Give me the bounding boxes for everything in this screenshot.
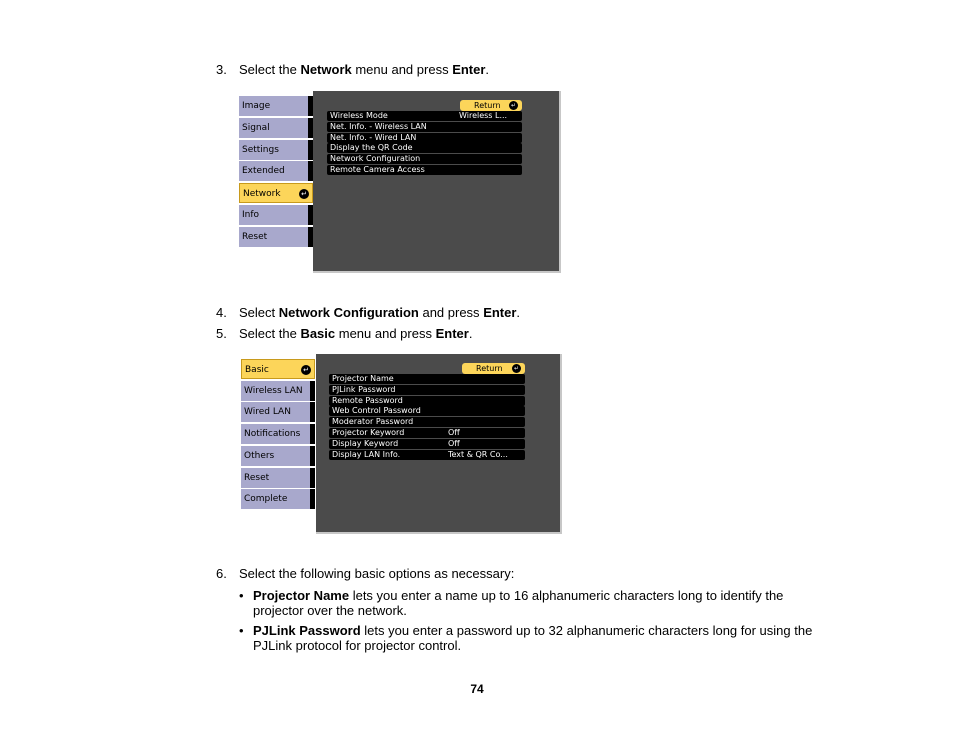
menu-tab-label: Basic [245, 365, 269, 375]
bullet-mark: • [239, 588, 244, 603]
bold-term: Enter [483, 305, 517, 320]
step-text: and press [418, 305, 484, 320]
menu-row-moderator-password[interactable] [329, 417, 525, 427]
return-button[interactable] [462, 363, 525, 374]
bold-term: Enter [435, 326, 469, 341]
menu-row-label: Remote Password [332, 395, 403, 405]
enter-icon: ↵ [299, 189, 309, 199]
menu-row-display-lan-info-[interactable] [329, 450, 525, 460]
menu-row-net-info-wired-lan[interactable] [327, 133, 522, 143]
bold-term: Enter [452, 62, 486, 77]
menu-tab-complete[interactable] [241, 489, 315, 509]
menu-tab-label: Settings [242, 144, 279, 155]
bullet-text: lets you enter a password up to 32 alphanumeric characters long for using the PJLink protocol for projector control. [253, 623, 813, 653]
enter-icon: ↵ [301, 365, 311, 375]
step-text: Select the [239, 326, 301, 341]
menu-tab-basic[interactable] [241, 359, 315, 379]
return-label: Return [474, 101, 501, 110]
menu-row-label: Projector Keyword [332, 428, 405, 437]
menu-tab-label: Wireless LAN [244, 385, 303, 396]
step-text: . [516, 305, 521, 320]
menu-row-pjlink-password[interactable] [329, 385, 525, 395]
menu-row-label: PJLink Password [332, 384, 396, 394]
step-text: . [468, 326, 473, 341]
menu-row-label: Display the QR Code [330, 143, 413, 153]
menu-tab-label: Network [243, 189, 281, 200]
menu-tab-label: Image [242, 101, 271, 111]
menu-row-value: Off [448, 438, 460, 448]
step-text: . [485, 62, 490, 77]
menu-row-label: Web Control Password [332, 406, 421, 416]
menu-row-projector-keyword[interactable] [329, 428, 525, 438]
menu-row-label: Moderator Password [332, 417, 414, 427]
menu-tab-label: Wired LAN [244, 407, 291, 418]
enter-icon: ↵ [513, 365, 520, 372]
menu-tab-label: Complete [244, 494, 288, 505]
step-text: Select [239, 305, 279, 320]
menu-tab-reset[interactable] [239, 227, 313, 247]
menu-tab-label: Signal [242, 122, 270, 133]
menu-tab-label: Notifications [244, 429, 301, 440]
step-number: 6. [216, 566, 227, 581]
enter-icon: ↵ [510, 102, 517, 109]
menu-row-value: Wireless L... [459, 111, 508, 120]
menu-tab-network[interactable] [239, 183, 313, 203]
menu-tab-wireless-lan[interactable] [241, 381, 315, 401]
step-number: 3. [216, 62, 227, 77]
menu-row-web-control-password[interactable] [329, 406, 525, 416]
menu-tab-image[interactable] [239, 96, 313, 116]
menu-tab-wired-lan[interactable] [241, 402, 315, 422]
page-number: 74 [470, 682, 484, 696]
menu-row-label: Net. Info. - Wired LAN [330, 132, 417, 142]
menu-row-label: Wireless Mode [330, 111, 388, 120]
bold-term: PJLink Password [253, 623, 361, 638]
menu-tab-reset[interactable] [241, 468, 315, 488]
bullet-mark: • [239, 623, 244, 638]
step-text: menu and press [351, 62, 453, 77]
menu-tab-extended[interactable] [239, 161, 313, 181]
menu-row-remote-camera-access[interactable] [327, 165, 522, 175]
menu-tab-label: Extended [242, 166, 285, 177]
menu-tab-label: Info [242, 210, 260, 220]
menu-row-label: Display Keyword [332, 438, 399, 448]
step-number: 4. [216, 305, 227, 320]
menu-row-projector-name[interactable] [329, 374, 525, 384]
step-text: menu and press [335, 326, 436, 341]
menu-row-label: Display LAN Info. [332, 449, 401, 459]
menu-row-display-the-qr-code[interactable] [327, 143, 522, 153]
menu-tab-settings[interactable] [239, 140, 313, 160]
menu-row-label: Projector Name [332, 374, 394, 383]
menu-row-remote-password[interactable] [329, 396, 525, 406]
return-label: Return [476, 364, 503, 373]
menu-row-display-keyword[interactable] [329, 439, 525, 449]
menu-tab-label: Reset [244, 472, 270, 483]
menu-row-net-info-wireless-lan[interactable] [327, 122, 522, 132]
bold-term: Basic [300, 326, 336, 341]
step-text: Select the following basic options as necessary: [239, 566, 515, 581]
menu-tab-info[interactable] [239, 205, 313, 225]
menu-row-label: Remote Camera Access [330, 165, 425, 174]
menu-row-label: Network Configuration [330, 154, 421, 164]
step-text: Select the [239, 62, 301, 77]
menu-row-value: Off [448, 428, 460, 437]
menu-tab-others[interactable] [241, 446, 315, 466]
bullet-text: lets you enter a name up to 16 alphanumeric characters long to identify the projector over the network. [253, 588, 784, 618]
return-button[interactable] [460, 100, 522, 111]
menu-tab-signal[interactable] [239, 118, 313, 138]
step-number: 5. [216, 326, 227, 341]
menu-row-wireless-mode[interactable] [327, 111, 522, 121]
menu-row-network-configuration[interactable] [327, 154, 522, 164]
bold-term: Projector Name [253, 588, 350, 603]
menu-tab-label: Others [244, 450, 275, 461]
bold-term: Network Configuration [278, 305, 419, 320]
menu-tab-label: Reset [242, 231, 268, 242]
bold-term: Network [300, 62, 352, 77]
menu-row-value: Text & QR Co... [448, 449, 508, 459]
menu-tab-notifications[interactable] [241, 424, 315, 444]
menu-row-label: Net. Info. - Wireless LAN [330, 121, 427, 131]
